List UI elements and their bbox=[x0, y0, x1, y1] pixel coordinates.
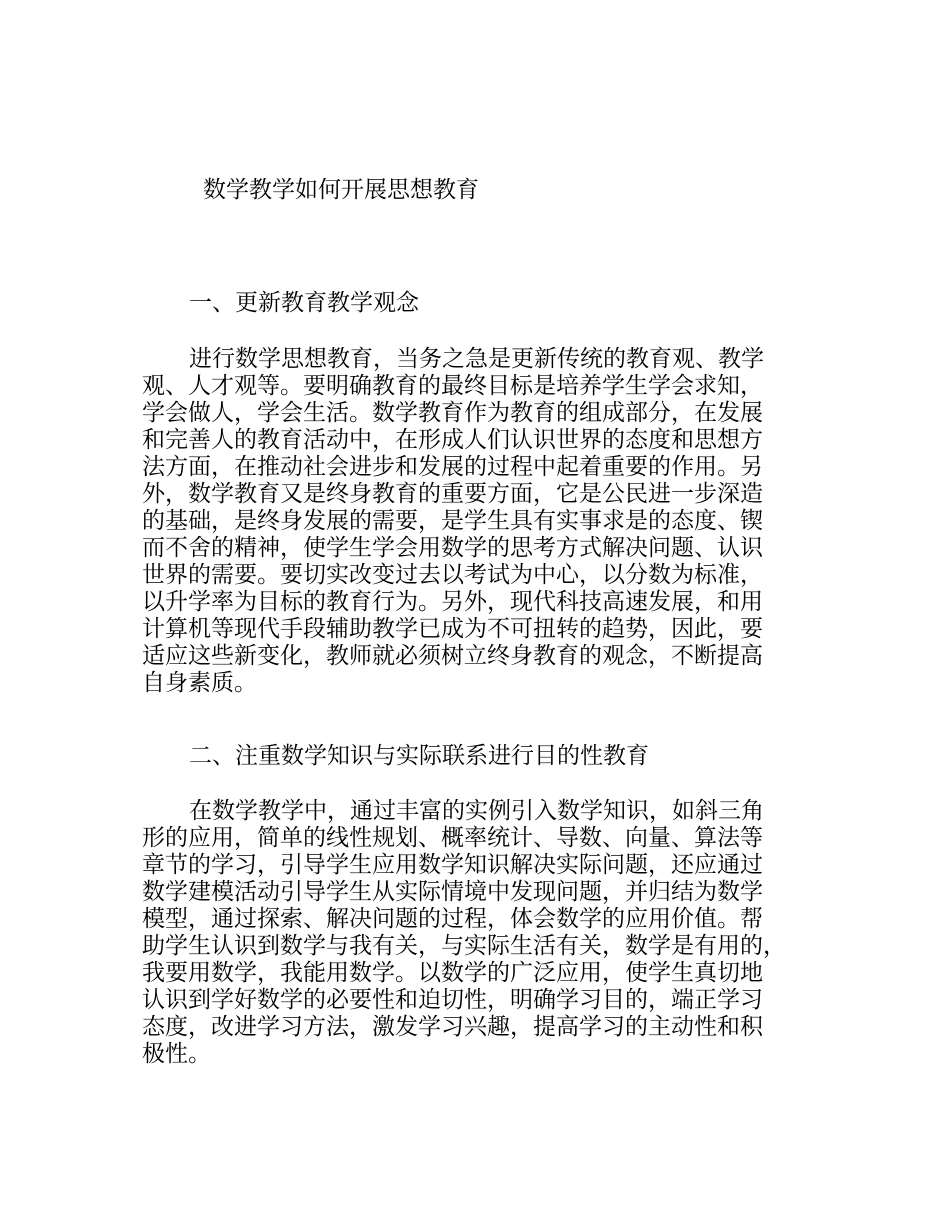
paragraph-line: 模型，通过探索、解决问题的过程，体会数学的应用价值。帮 bbox=[142, 906, 763, 932]
paragraph-line: 数学建模活动引导学生从实际情境中发现问题，并归结为数学 bbox=[142, 879, 763, 905]
paragraph-line: 而不舍的精神，使学生学会用数学的思考方式解决问题、认识 bbox=[142, 535, 763, 561]
paragraph-line: 助学生认识到数学与我有关，与实际生活有关，数学是有用的， bbox=[142, 933, 786, 959]
section-heading-2: 二、注重数学知识与实际联系进行目的性教育 bbox=[189, 743, 649, 769]
paragraph-line: 法方面，在推动社会进步和发展的过程中起着重要的作用。另 bbox=[142, 454, 763, 480]
paragraph-line: 认识到学好数学的必要性和迫切性，明确学习目的，端正学习 bbox=[142, 987, 763, 1013]
paragraph-line: 和完善人的教育活动中，在形成人们认识世界的态度和思想方 bbox=[142, 427, 763, 453]
paragraph-line: 的基础，是终身发展的需要，是学生具有实事求是的态度、锲 bbox=[142, 508, 763, 534]
paragraph-line: 以升学率为目标的教育行为。另外，现代科技高速发展，和用 bbox=[142, 589, 763, 615]
section-heading-1: 一、更新教育教学观念 bbox=[189, 290, 419, 316]
paragraph-line: 外，数学教育又是终身教育的重要方面，它是公民进一步深造 bbox=[142, 481, 763, 507]
paragraph-line: 形的应用，简单的线性规划、概率统计、导数、向量、算法等 bbox=[142, 825, 763, 851]
paragraph-line: 极性。 bbox=[142, 1041, 211, 1067]
section-paragraph-2 bbox=[142, 798, 832, 1068]
paragraph-line: 章节的学习，引导学生应用数学知识解决实际问题，还应通过 bbox=[142, 852, 763, 878]
paragraph-line: 世界的需要。要切实改变过去以考试为中心，以分数为标准， bbox=[142, 562, 763, 588]
paragraph-line: 适应这些新变化，教师就必须树立终身教育的观念，不断提高 bbox=[142, 643, 763, 669]
paragraph-line: 观、人才观等。要明确教育的最终目标是培养学生学会求知， bbox=[142, 373, 763, 399]
paragraph-line: 进行数学思想教育，当务之急是更新传统的教育观、教学 bbox=[189, 346, 764, 372]
paragraph-line: 自身素质。 bbox=[142, 670, 257, 696]
document-title: 数学教学如何开展思想教育 bbox=[203, 177, 479, 203]
paragraph-line: 态度，改进学习方法，激发学习兴趣，提高学习的主动性和积 bbox=[142, 1014, 763, 1040]
paragraph-line: 在数学教学中，通过丰富的实例引入数学知识，如斜三角 bbox=[189, 798, 764, 824]
paragraph-line: 我要用数学，我能用数学。以数学的广泛应用，使学生真切地 bbox=[142, 960, 763, 986]
paragraph-line: 计算机等现代手段辅助教学已成为不可扭转的趋势，因此，要 bbox=[142, 616, 763, 642]
paragraph-line: 学会做人，学会生活。数学教育作为教育的组成部分，在发展 bbox=[142, 400, 763, 426]
section-paragraph-1 bbox=[142, 346, 832, 697]
